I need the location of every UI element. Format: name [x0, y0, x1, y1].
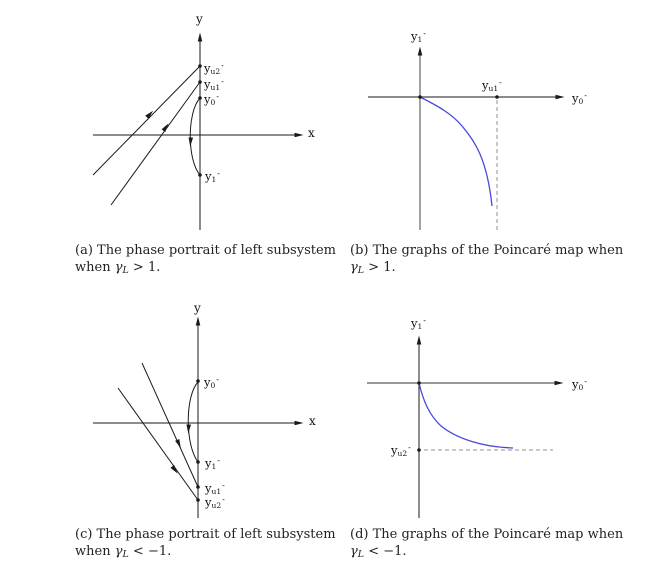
panel-c-point-yu1 — [196, 485, 200, 489]
panel-c-label-y1: $y_1^-$ — [205, 456, 220, 471]
caption-c — [75, 527, 360, 563]
caption-a — [75, 243, 360, 279]
panel-a-arc-arrowhead — [188, 137, 193, 146]
panel-a-arrowheads — [145, 33, 303, 177]
caption-c-line2-pre: when — [75, 543, 115, 559]
panel-c-line2-arrowhead — [170, 465, 179, 475]
caption-a-line2-pre: when — [75, 259, 115, 275]
panel-b-x-axis-arrowhead — [556, 95, 565, 100]
caption-b-gamma-sub: L — [357, 264, 365, 276]
caption-a-gamma: γ — [114, 259, 123, 275]
panel-c-point-y0 — [196, 379, 200, 383]
panel-c-label-yu2: $y_{u2}^-$ — [205, 495, 225, 510]
panel-a-trajectory-line-1 — [93, 66, 200, 175]
panel-b-point-yu1 — [495, 95, 499, 99]
panel-d-label-yu2: $y_{u2}^-$ — [391, 443, 411, 458]
caption-a-line1: (a) The phase portrait of left subsystem — [75, 243, 336, 258]
panel-d-origin-dot — [417, 381, 421, 385]
panel-c-trajectory-arc — [188, 382, 198, 462]
panel-a-x-axis-arrowhead — [295, 133, 304, 138]
panel-a-point-y1 — [198, 173, 202, 177]
panel-c-line1-arrowhead — [175, 439, 183, 449]
caption-c-line1: (c) The phase portrait of left subsystem — [75, 527, 336, 542]
panel-b-vaxis-label-y1: $y_1^-$ — [411, 29, 426, 44]
caption-b-gamma: γ — [350, 259, 358, 275]
panel-a-plot — [93, 36, 300, 230]
caption-a-line2-post: > 1. — [128, 259, 161, 275]
panel-c-x-axis-arrowhead — [295, 421, 304, 426]
caption-a-gamma-sub: L — [122, 264, 129, 276]
caption-d-gamma-sub: L — [357, 548, 365, 560]
panel-c-trajectory-line-2 — [118, 388, 198, 500]
caption-b — [350, 243, 635, 279]
panel-d-point-yu2 — [417, 448, 421, 452]
caption-d-line1: (d) The graphs of the Poincaré map when — [350, 527, 624, 542]
panel-a-point-yu2 — [198, 64, 202, 68]
panel-b-poincare-curve — [420, 97, 492, 206]
panel-c-arrowheads — [170, 317, 303, 502]
panel-a-label-yu2: $y_{u2}^-$ — [204, 61, 224, 76]
panel-c-plot — [93, 320, 300, 518]
panel-a-y-axis-arrowhead — [198, 33, 203, 42]
caption-c-gamma: γ — [114, 543, 123, 559]
panel-c-y-axis-label: y — [194, 301, 201, 315]
panel-c-label-yu1: $y_{u1}^-$ — [205, 481, 225, 496]
panel-a-point-y0 — [198, 96, 202, 100]
panel-b-haxis-label-y0: $y_0^-$ — [572, 91, 587, 106]
panel-b-label-yu1: $y_{u1}^-$ — [482, 78, 502, 93]
panel-a-x-axis-label: x — [308, 126, 315, 140]
caption-d-line2-post: < −1. — [364, 543, 407, 559]
caption-b-line1: (b) The graphs of the Poincaré map when — [350, 243, 624, 258]
panel-a-trajectory-arc — [190, 98, 200, 175]
panel-a-point-yu1 — [198, 80, 202, 84]
panel-a-label-y1: $y_1^-$ — [205, 169, 220, 184]
panel-a-label-y0: $y_0^-$ — [204, 92, 219, 107]
panel-b-origin-dot — [418, 95, 422, 99]
panel-a-y-axis-label: y — [196, 12, 203, 26]
panel-c-label-y0: $y_0^-$ — [204, 375, 219, 390]
panel-a-label-yu1: $y_{u1}^-$ — [204, 77, 224, 92]
panel-d-plot — [367, 339, 560, 518]
panel-b-plot — [368, 50, 561, 230]
caption-b-line2-post: > 1. — [364, 259, 396, 275]
panel-d-x-axis-arrowhead — [555, 381, 564, 386]
panel-b-y-axis-arrowhead — [418, 47, 423, 56]
caption-c-gamma-sub: L — [122, 548, 129, 560]
panel-c-arc-arrowhead — [186, 424, 191, 433]
panel-c-point-yu2 — [196, 498, 200, 502]
panel-d-haxis-label-y0: $y_0^-$ — [572, 377, 587, 392]
panel-d-vaxis-label-y1: $y_1^-$ — [411, 316, 426, 331]
caption-d — [350, 527, 635, 563]
panel-c-x-axis-label: x — [309, 414, 316, 428]
panel-a-line2-arrowhead — [162, 122, 171, 132]
caption-c-line2-post: < −1. — [128, 543, 172, 559]
panel-d-poincare-curve — [419, 383, 513, 448]
panel-d-marks — [417, 336, 564, 452]
panel-c-point-y1 — [196, 460, 200, 464]
panel-c-y-axis-arrowhead — [196, 317, 201, 326]
panel-d-y-axis-arrowhead — [417, 336, 422, 345]
caption-d-gamma: γ — [350, 543, 358, 559]
